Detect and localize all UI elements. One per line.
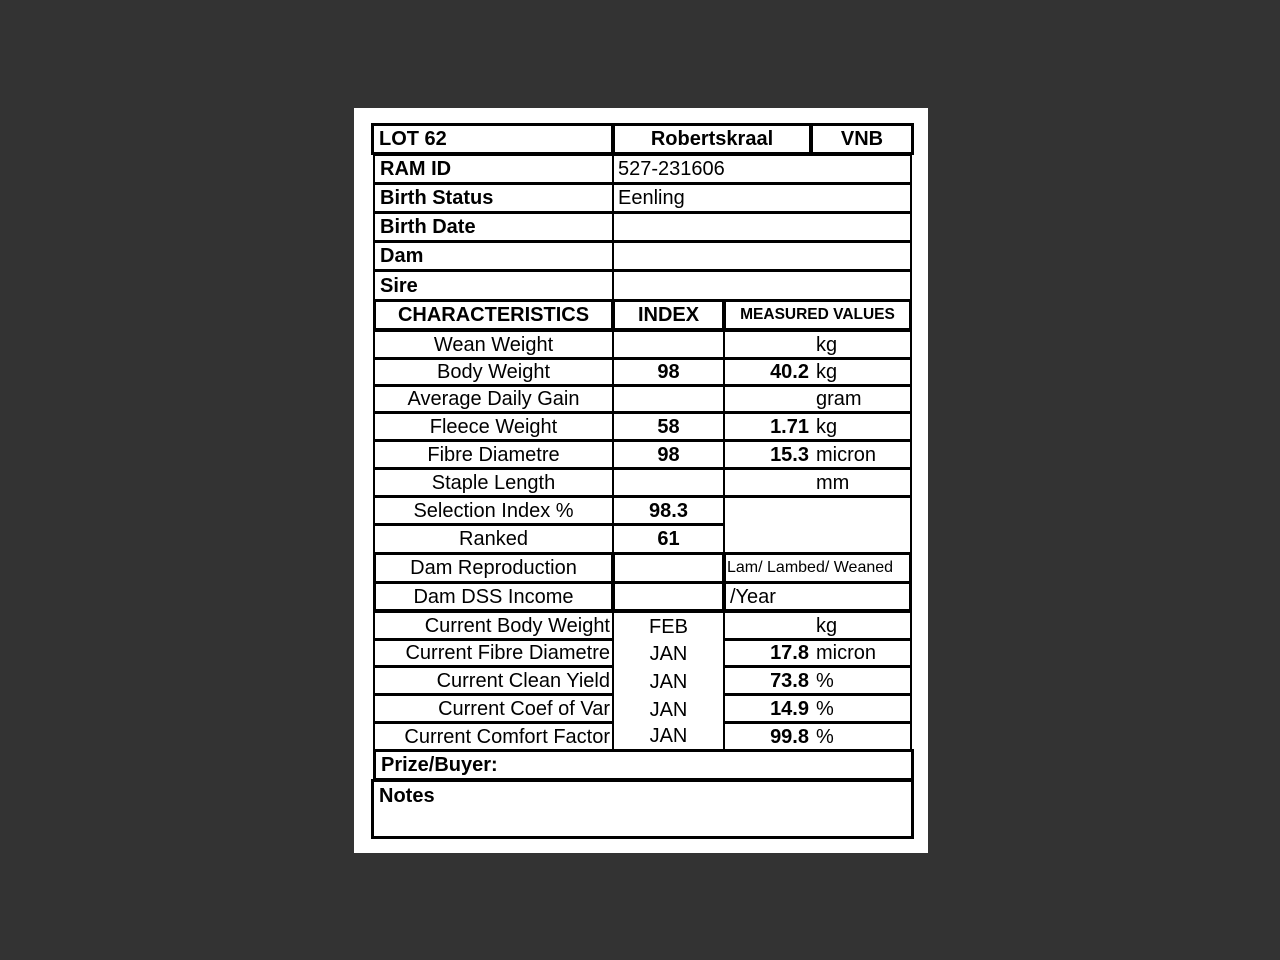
current-unit: kg	[816, 614, 838, 637]
trait-name: Fibre Diametre	[373, 440, 614, 469]
trait-measured	[723, 330, 912, 359]
current-unit: %	[816, 725, 834, 748]
current-measured	[723, 722, 912, 751]
dam-dss-income-value: /Year	[723, 581, 912, 612]
trait-name: Average Daily Gain	[373, 385, 614, 413]
current-unit: micron	[816, 642, 877, 664]
ram-sheet	[371, 123, 914, 839]
dam-dss-income-index	[612, 581, 725, 612]
trait-measured	[723, 440, 912, 469]
dam-reproduction-index	[612, 552, 725, 584]
current-measure-name: Current Fibre Diametre	[373, 639, 614, 667]
trait-index	[612, 468, 725, 497]
ranked-label: Ranked	[373, 524, 614, 554]
trait-index: 98	[612, 358, 725, 386]
birth-status-label: Birth Status	[373, 183, 614, 213]
current-month: JAN	[649, 671, 688, 693]
trait-measured	[723, 358, 912, 386]
dam-label: Dam	[373, 241, 614, 271]
trait-unit: kg	[816, 333, 838, 356]
birth-date-value	[612, 212, 912, 242]
current-month: JAN	[649, 725, 688, 747]
ram-id-value: 527-231606	[612, 154, 912, 184]
current-measure-name: Current Comfort Factor	[373, 722, 614, 751]
trait-index: 98	[612, 440, 725, 469]
trait-value: 15.3	[770, 443, 809, 466]
trait-value: 40.2	[770, 361, 809, 383]
trait-index	[612, 385, 725, 413]
trait-unit: gram	[816, 388, 862, 410]
current-value: 14.9	[770, 697, 809, 720]
dam-reproduction-label: Dam Reproduction	[373, 552, 614, 584]
current-measured	[723, 611, 912, 640]
measured-values-header: MEASURED VALUES	[723, 299, 912, 331]
ranked-value: 61	[612, 524, 725, 554]
breeder-code: VNB	[810, 123, 914, 155]
trait-index: 58	[612, 412, 725, 441]
current-measure-name: Current Clean Yield	[373, 666, 614, 695]
selection-blank-cell	[723, 496, 912, 554]
selection-index-value: 98.3	[612, 496, 725, 525]
lot-number: LOT 62	[371, 123, 614, 155]
birth-status-value: Eenling	[612, 183, 912, 213]
current-unit: %	[816, 697, 834, 720]
trait-unit: mm	[816, 471, 850, 494]
current-measure-name: Current Coef of Var	[373, 694, 614, 723]
dam-value	[612, 241, 912, 271]
current-value: 73.8	[770, 669, 809, 692]
current-measured	[723, 694, 912, 723]
trait-name: Fleece Weight	[373, 412, 614, 441]
dam-reproduction-value: Lam/ Lambed/ Weaned	[723, 552, 912, 584]
ram-id-label: RAM ID	[373, 154, 614, 184]
trait-measured	[723, 385, 912, 413]
current-measured	[723, 639, 912, 667]
selection-index-label: Selection Index %	[373, 496, 614, 525]
trait-measured	[723, 468, 912, 497]
trait-name: Staple Length	[373, 468, 614, 497]
current-unit: %	[816, 669, 834, 692]
prize-buyer-field: Prize/Buyer:	[373, 749, 914, 781]
trait-unit: kg	[816, 361, 838, 383]
current-month: FEB	[649, 615, 688, 638]
index-header: INDEX	[612, 299, 725, 331]
trait-unit: kg	[816, 415, 838, 438]
notes-field: Notes	[371, 779, 914, 839]
trait-index	[612, 330, 725, 359]
birth-date-label: Birth Date	[373, 212, 614, 242]
sire-value	[612, 270, 912, 301]
current-value: 99.8	[770, 725, 809, 748]
current-measure-name: Current Body Weight	[373, 611, 614, 640]
trait-name: Wean Weight	[373, 330, 614, 359]
sire-label: Sire	[373, 270, 614, 301]
trait-measured	[723, 412, 912, 441]
trait-value: 1.71	[770, 415, 809, 438]
current-month: JAN	[649, 698, 688, 721]
trait-unit: micron	[816, 443, 877, 466]
current-value: 17.8	[770, 642, 809, 664]
current-month: JAN	[649, 643, 688, 665]
characteristics-header: CHARACTERISTICS	[373, 299, 614, 331]
dam-dss-income-label: Dam DSS Income	[373, 581, 614, 612]
current-measured	[723, 666, 912, 695]
trait-name: Body Weight	[373, 358, 614, 386]
farm-name: Robertskraal	[612, 123, 812, 155]
month-column	[612, 611, 725, 751]
